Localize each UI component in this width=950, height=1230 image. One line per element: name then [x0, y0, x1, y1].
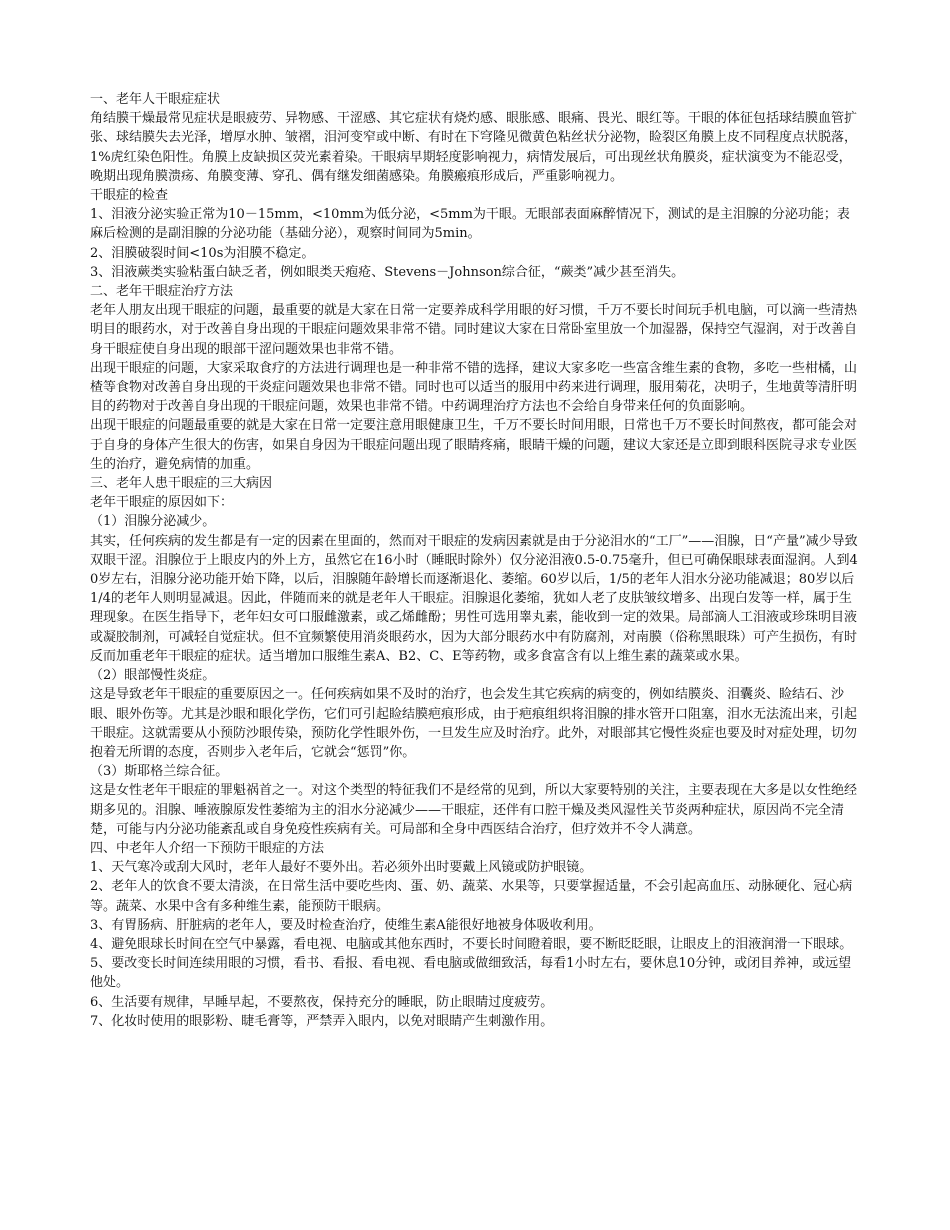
paragraph-cause-1: 其实，任何疾病的发生都是有一定的因素在里面的，然而对干眼症的发病因素就是由于分泌泪水的“工厂”——泪腺，日“产量”减少导致双眼干涩。泪腺位于上眼皮内的外上方，虽然它在16小时（睡眠时除外）仅分泌泪液0.5-0.75毫升，但已可确保眼球表面湿润。人到40岁左右，泪腺分泌功能开始下降，以后，泪腺随年龄增长而逐渐退化、萎缩。60岁以后，1/5的老年人泪水分泌功能减退；80岁以后1/4的老年人则明显减退。因此，伴随而来的就是老年人干眼症。泪腺退化萎缩，犹如人老了皮肤皱纹增多、出现白发等一样，属于生理现象。在医生指导下，老年妇女可口服雌激素，或乙烯雌酚；男性可选用睾丸素，能收到一定的效果。局部滴人工泪液或珍珠明目液或凝胶制剂，可减轻自觉症状。但不宜频繁使用消炎眼药水，因为大部分眼药水中有防腐剂，对南膜（俗称黑眼珠）可产生损伤，有时反而加重老年干眼症的症状。适当增加口服维生素A、B2、C、E等药物，或多食富含有以上维生素的蔬菜或水果。 — [90, 533, 858, 664]
prevention-item-5: 5、要改变长时间连续用眼的习惯，看书、看报、看电视、看电脑或做细致活，每看1小时左右，要休息10分钟，或闭目养神，或远望他处。 — [90, 956, 852, 991]
prevention-item-2: 2、老年人的饮食不要太清淡，在日常生活中要吃些肉、蛋、奶、蔬菜、水果等，只要掌握适量，不会引起高血压、动脉硬化、冠心病等。蔬菜、水果中含有多种维生素，能预防干眼病。 — [90, 879, 853, 914]
prevention-item-3: 3、有胃肠病、肝脏病的老年人，要及时检查治疗，使维生素A能很好地被身体吸收利用。 — [90, 917, 602, 933]
exam-item-3: 3、泪液蕨类实验粘蛋白缺乏者，例如眼类天疱疮、Stevens－Johnson综合征，“蕨类”减少甚至消失。 — [90, 264, 685, 280]
paragraph-symptoms: 角结膜干燥最常见症状是眼疲劳、异物感、干涩感、其它症状有烧灼感、眼胀感、眼痛、畏光、眼红等。干眼的体征包括球结膜血管扩张、球结膜失去光泽，增厚水肿、皱褶，泪河变窄或中断、有时在下穹隆见微黄色粘丝状分泌物，睑裂区角膜上皮不同程度点状脱落，1%虎红染色阳性。角膜上皮缺损区荧光素着染。干眼病早期轻度影响视力，病情发展后，可出现丝状角膜炎，症状演变为不能忍受，晚期出现角膜溃疡、角膜变薄、穿孔、偶有继发细菌感染。角膜瘢痕形成后，严重影响视力。 — [90, 111, 858, 184]
cause-heading-1: （1）泪腺分泌减少。 — [90, 514, 216, 530]
prevention-item-7: 7、化妆时使用的眼影粉、睫毛膏等，严禁弄入眼内，以免对眼睛产生刺激作用。 — [90, 1013, 554, 1029]
section-heading-symptoms: 一、老年人干眼症症状 — [90, 92, 221, 107]
paragraph-treatment-1: 老年人朋友出现干眼症的问题，最重要的就是大家在日常一定要养成科学用眼的好习惯，千万不要长时间玩手机电脑，可以滴一些清热明目的眼药水，对于改善自身出现的干眼症问题效果非常不错。同时建议大家在日常卧室里放一个加湿器，保持空气湿润，对于改善自身干眼症使自身出现的眼部干涩问题效果也非常不错。 — [90, 303, 858, 357]
paragraph-cause-3: 这是女性老年干眼症的罪魁祸首之一。对这个类型的特征我们不是经常的见到，所以大家要特别的关注，主要表现在大多是以女性绝经期多见的。泪腺、唾液腺原发性萎缩为主的泪水分泌减少——干眼症，还伴有口腔干燥及类风湿性关节炎两种症状，原因尚不完全清楚，可能与内分泌功能紊乱或自身免疫性疾病有关。可局部和全身中西医结合治疗，但疗效并不令人满意。 — [90, 783, 858, 837]
prevention-item-1: 1、天气寒冷或刮大风时，老年人最好不要外出。若必须外出时要戴上风镜或防护眼镜。 — [90, 860, 593, 876]
section-heading-causes: 三、老年人患干眼症的三大病因 — [90, 476, 273, 492]
paragraph-cause-2: 这是导致老年干眼症的重要原因之一。任何疾病如果不及时的治疗，也会发生其它疾病的病变的，例如结膜炎、泪囊炎、睑结石、沙眼、眼外伤等。尤其是沙眼和眼化学伤，它们可引起睑结膜疤痕形成，由于疤痕组织将泪腺的排水管开口阻塞，泪水无法流出来，引起干眼症。这就需要从小预防沙眼传染，预防化学性眼外伤，一旦发生应及时治疗。此外，对眼部其它慢性炎症也要及时对症处理，切勿抱着无所谓的态度，否则步入老年后，它就会“惩罚”你。 — [90, 687, 858, 760]
subheading-examination: 干眼症的检查 — [90, 188, 169, 204]
exam-item-2: 2、泪膜破裂时间<10s为泪膜不稳定。 — [90, 245, 315, 261]
paragraph-treatment-3: 出现干眼症的问题最重要的就是大家在日常一定要注意用眼健康卫生，千万不要长时间用眼，日常也千万不要长时间熬夜，都可能会对于自身的身体产生很大的伤害，如果自身因为干眼症问题出现了眼睛疼痛，眼睛干燥的问题，建议大家还是立即到眼科医院寻求专业医生的治疗，避免病情的加重。 — [90, 418, 858, 472]
paragraph-treatment-2: 出现干眼症的问题，大家采取食疗的方法进行调理也是一种非常不错的选择，建议大家多吃一些富含维生素的食物，多吃一些柑橘，山楂等食物对改善自身出现的干炎症问题效果也非常不错。同时也可以适当的服用中药来进行调理，服用菊花，决明子，生地黄等清肝明目的药物对于改善自身出现的干眼症问题，效果也非常不错。中药调理治疗方法也不会给自身带来任何的负面影响。 — [90, 360, 858, 415]
cause-heading-2: （2）眼部慢性炎症。 — [90, 668, 216, 684]
section-heading-prevention: 四、中老年人介绍一下预防干眼症的方法 — [90, 840, 325, 856]
prevention-item-6: 6、生活要有规律，早睡早起，不要熬夜，保持充分的睡眠，防止眼睛过度疲劳。 — [90, 994, 554, 1010]
section-heading-treatment: 二、老年干眼症治疗方法 — [90, 284, 234, 300]
paragraph-causes-intro: 老年干眼症的原因如下： — [90, 495, 234, 511]
cause-heading-3: （3）斯耶格兰综合征。 — [90, 764, 229, 780]
exam-item-1: 1、泪液分泌实验正常为10－15mm，<10mm为低分泌，<5mm为干眼。无眼部表面麻醉情况下，测试的是主泪腺的分泌功能；表麻后检测的是副泪腺的分泌功能（基础分泌），观察时间同为5min。 — [90, 207, 850, 242]
prevention-item-4: 4、避免眼球长时间在空气中暴露，看电视、电脑或其他东西时，不要长时间瞪着眼，要不断眨眨眼，让眼皮上的泪液润滑一下眼球。 — [90, 936, 853, 952]
